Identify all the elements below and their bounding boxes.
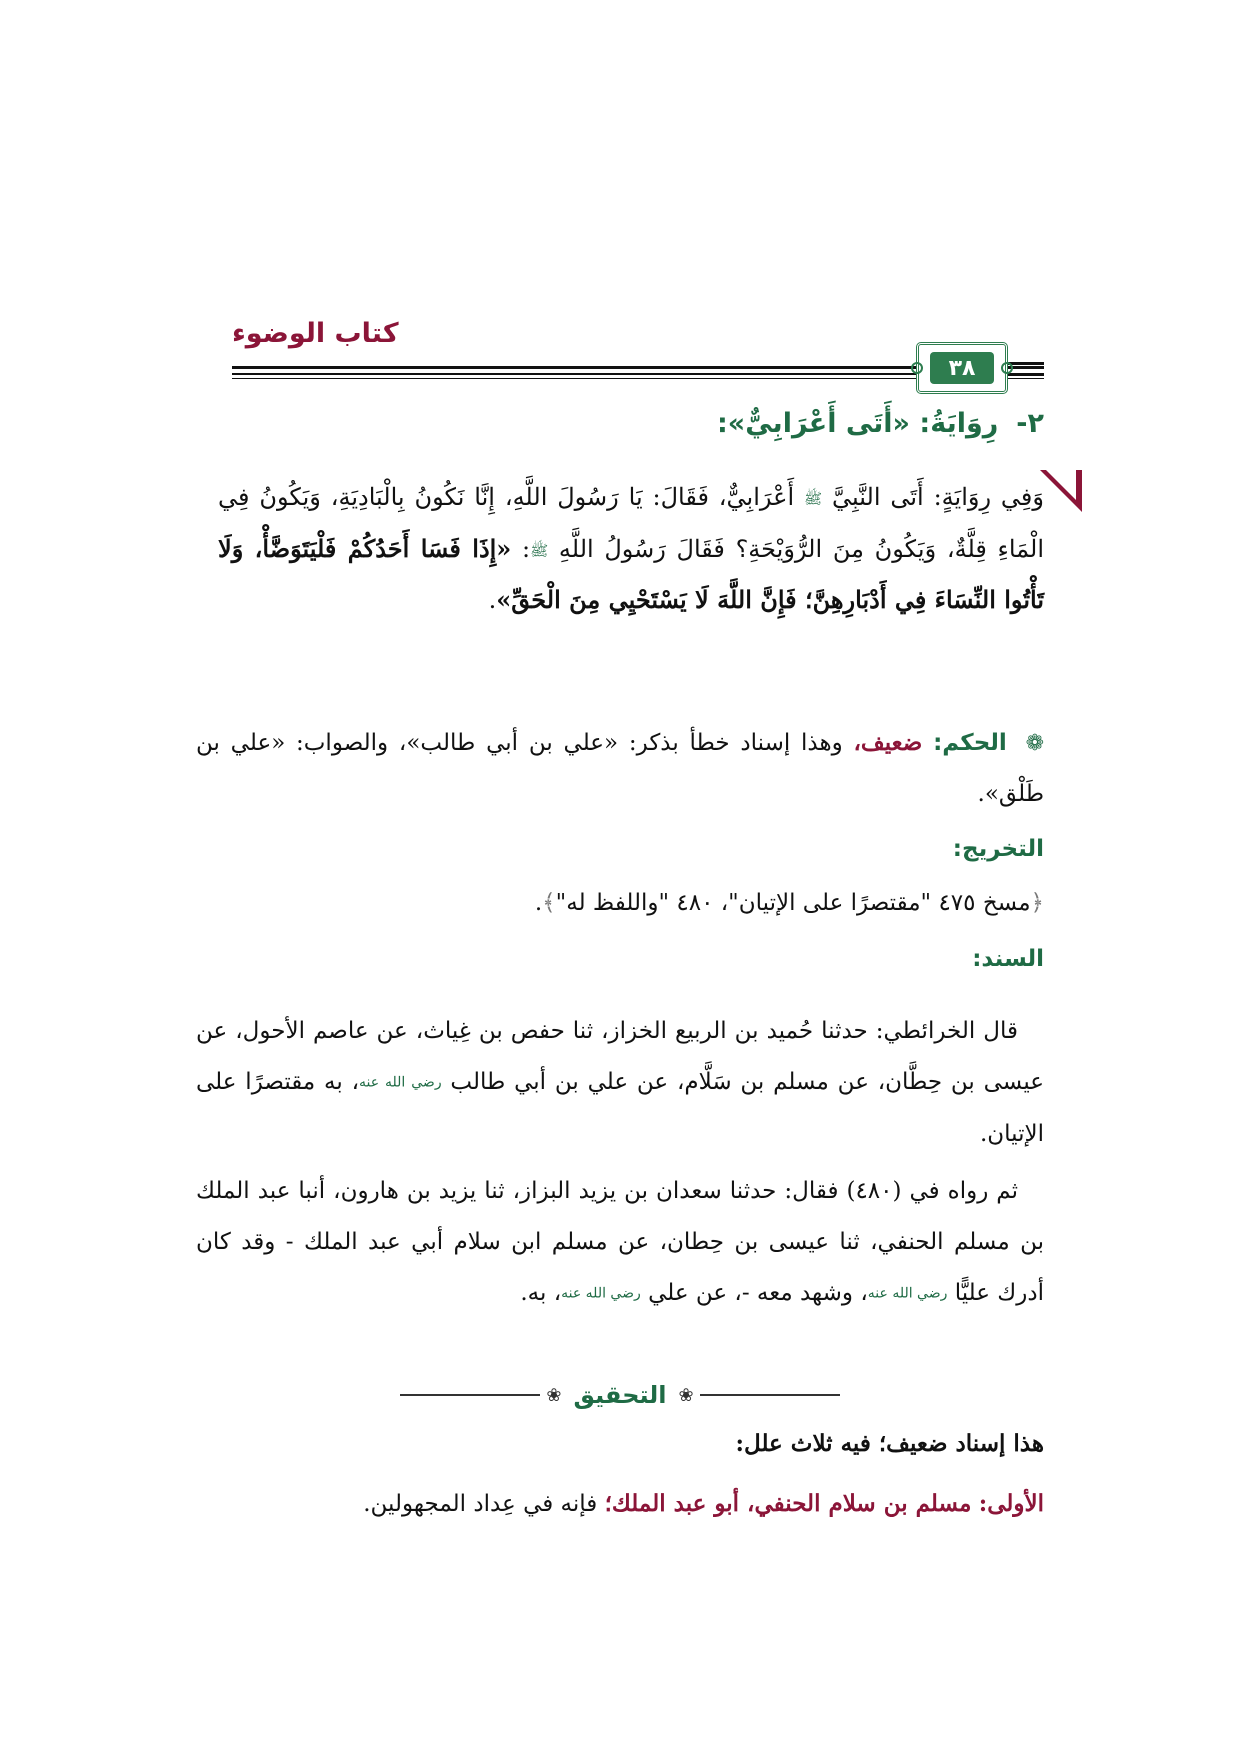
tahqiq-title: التحقيق [573,1381,667,1409]
ruling-grade: ضعيف، [853,729,923,756]
ruling-label: الحكم: [933,730,1007,756]
radi-icon: رضي الله عنه [359,1074,442,1091]
salla-icon: ﷺ [804,489,823,508]
first-defect-text: فإنه في عِداد المجهولين. [363,1491,598,1517]
section-number: ٢- [1016,408,1044,439]
tahqiq-divider [400,1377,840,1413]
page-number: ٣٨ [930,352,994,384]
hadith-narrative: أَعْرَابِيٌّ، فَقَالَ: يَا رَسُولَ اللَّهِ، إِنَّا نَكُونُ بِالْبَادِيَةِ، وَيَكُونُ فِي الْمَاءِ قِلَّةٌ، وَيَكُونُ مِنَ الرُّوَيْحَةِ؟ فَقَالَ رَسُولُ اللَّهِ [218,483,1044,563]
header-rule [1008,362,1044,365]
bracket-close: ﴾ [542,890,556,916]
hadith-saying: «إِذَا فَسَا أَحَدُكُمْ فَلْيَتَوَضَّأْ، وَلَا تَأْتُوا النِّسَاءَ فِي أَدْبَارِهِنَّ؛ فَإِنَّ اللَّهَ لَا يَسْتَحْيِي مِنَ الْحَقِّ» [218,533,1044,614]
divider-line [700,1394,840,1396]
hadith-intro: وَفِي رِوَايَةٍ: أَتَى النَّبِيَّ [832,483,1044,511]
sanad-paragraph-1 [196,1006,1044,1160]
ruling-text: وهذا إسناد خطأ بذكر: «علي بن أبي طالب»، والصواب: «علي بن طَلْق». [196,730,1044,807]
radi-icon: رضي الله عنه [561,1285,641,1302]
radi-icon: رضي الله عنه [867,1285,948,1302]
takhrij-line [196,890,1044,916]
book-title: كتاب الوضوء [232,318,399,349]
section-title: رِوَايَةُ: «أَتَى أَعْرَابِيٌّ»: [717,408,999,439]
takhrij-end: . [534,890,543,916]
corner-ornament-icon [1040,470,1082,512]
sanad-paragraph-2 [196,1166,1044,1320]
hadith-end: . [488,586,497,614]
takhrij-text: مسخ ٤٧٥ "مقتصرًا على الإتيان"، ٤٨٠ "واللفظ له" [555,890,1031,916]
paragraph-text: ثم رواه في (٤٨٠) فقال: حدثنا سعدان بن يزيد البزاز، ثنا يزيد بن هارون، أنبا عبد الملك بن مسلم الحنفي، ثنا عيسى بن حِطان، عن مسلم ابن سلام أبي عبد الملك - وقد كان أدرك عليًّا [196,1178,1044,1306]
ruling [196,718,1044,819]
header-rule [1008,373,1044,376]
paragraph-text: ، به. [520,1280,562,1306]
hadith-colon: : [521,534,531,563]
bracket-open: ﴿ [1030,890,1044,916]
salla-icon: ﷺ [530,541,549,559]
flower-icon: ❁ [1025,731,1045,756]
divider-line [400,1394,540,1396]
ornament-icon: ❀ [546,1384,562,1406]
hadith-text [218,472,1044,625]
paragraph-text: قال الخرائطي: حدثنا حُميد بن الربيع الخزاز، ثنا حفص بن غِياث، عن عاصم الأحول، عن عيسى بن حِطَّان، عن مسلم بن سَلَّام، عن علي بن أبي طالب [196,1018,1044,1095]
takhrij-heading: التخريج: [952,836,1044,862]
first-defect-name: مسلم بن سلام الحنفي، أبو عبد الملك؛ [604,1490,972,1517]
section-heading [244,408,1044,439]
page-number-frame [916,342,1008,394]
tahqiq-intro: هذا إسناد ضعيف؛ فيه ثلاث علل: [735,1430,1044,1457]
first-defect [196,1490,1044,1517]
paragraph-text: ، به مقتصرًا على الإتيان. [196,1069,1044,1147]
sanad-heading: السند: [972,946,1044,972]
first-defect-label: الأولى: [978,1490,1044,1517]
ornament-icon: ❀ [678,1384,694,1406]
paragraph-text: ، وشهد معه -، عن علي [648,1280,868,1306]
